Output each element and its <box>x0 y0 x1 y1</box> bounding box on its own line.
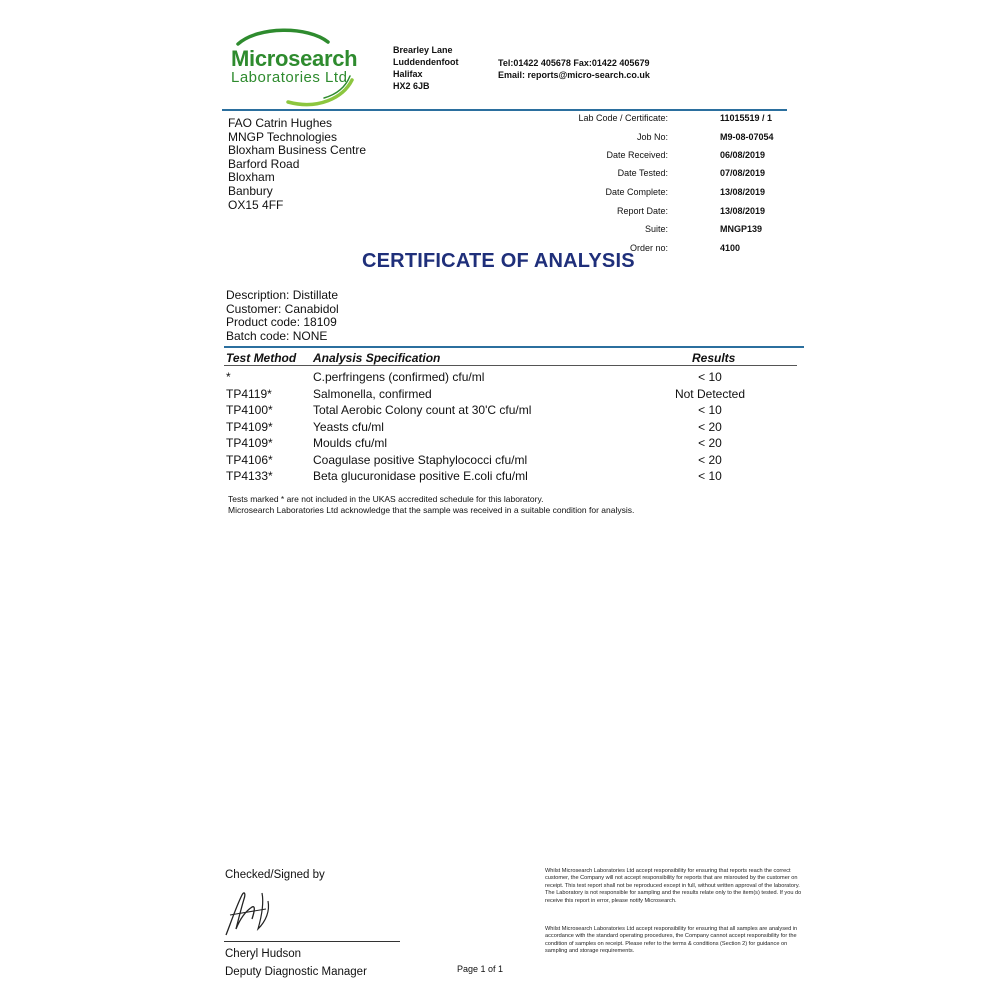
signatory <box>225 945 367 981</box>
result-value: < 20 <box>698 420 722 434</box>
disclaimer-samples: Whilst Microsearch Laboratories Ltd accept responsibility for ensuring that all samples are analysed in accordance with the standard operating procedures, the Company cannot accept responsibility for the condition of samples on receipt. Please refer to the terms & conditions (Section 2) for guidance on sampling and storage requirements. <box>545 926 798 955</box>
test-method: TP4119* <box>226 387 272 401</box>
test-method: TP4109* <box>226 436 273 450</box>
table-row <box>0 420 1000 436</box>
sample-description <box>226 289 339 343</box>
meta-row <box>560 168 800 186</box>
meta-label: Report Date: <box>616 206 668 216</box>
description-line: Description: Distillate <box>226 288 339 302</box>
table-row <box>0 387 1000 403</box>
analysis-spec: Salmonella, confirmed <box>313 387 432 401</box>
meta-value: 13/08/2019 <box>720 206 766 216</box>
email-address: Email: reports@micro-search.co.uk <box>498 70 650 80</box>
header-analysis-spec: Analysis Specification <box>313 351 441 365</box>
recipient-line: Barford Road <box>228 156 300 171</box>
result-value: < 10 <box>698 403 722 417</box>
analysis-spec: Beta glucuronidase positive E.coli cfu/ml <box>313 469 528 483</box>
meta-value: 07/08/2019 <box>720 168 766 178</box>
document-title: CERTIFICATE OF ANALYSIS <box>362 250 635 272</box>
page-number: Page 1 of 1 <box>457 964 504 974</box>
analysis-spec: Total Aerobic Colony count at 30'C cfu/ml <box>313 403 532 417</box>
meta-row <box>560 113 800 131</box>
meta-value: 11015519 / 1 <box>720 113 773 123</box>
disclaimer-reports: Whilst Microsearch Laboratories Ltd accept responsibility for ensuring that reports reach the correct customer, the Company will not accept responsibility for reports that are misrouted by the customer on receipt. This test report shall not be reproduced except in full, without written approval of the laboratory. The Laboratory is not responsible for sampling and the results relate only to the item(s) tested. If you do receive this report in error, please notify Microsearch. <box>545 868 802 904</box>
tel-fax: Tel:01422 405678 Fax:01422 405679 <box>498 58 650 68</box>
result-value: < 20 <box>698 453 722 467</box>
table-row <box>0 370 1000 386</box>
recipient-line: Banbury <box>228 183 273 198</box>
meta-label: Suite: <box>644 224 668 234</box>
address-line: Brearley Lane <box>393 45 453 55</box>
company-logo <box>228 28 368 108</box>
analysis-spec: Coagulase positive Staphylococci cfu/ml <box>313 453 528 467</box>
test-method: TP4100* <box>226 403 273 417</box>
result-value: < 20 <box>698 436 722 450</box>
analysis-spec: C.perfringens (confirmed) cfu/ml <box>313 370 485 384</box>
signatory-name: Cheryl Hudson <box>225 948 302 960</box>
table-top-divider <box>224 346 804 348</box>
footnote: Microsearch Laboratories Ltd acknowledge that the sample was received in a suitable condition for analysis. <box>228 505 635 515</box>
meta-row <box>560 206 800 224</box>
signature-line <box>224 941 400 942</box>
meta-label: Date Received: <box>606 150 668 160</box>
lab-contact <box>498 57 650 81</box>
recipient-address <box>228 117 366 212</box>
table-header-divider <box>224 365 797 366</box>
description-line: Batch code: NONE <box>226 328 328 343</box>
meta-row <box>560 150 800 168</box>
logo-subtitle: Laboratories Ltd <box>231 69 348 86</box>
logo-name: Microsearch <box>231 46 358 71</box>
result-value: < 10 <box>698 469 722 483</box>
test-method: TP4133* <box>226 469 273 483</box>
recipient-line: FAO Catrin Hughes <box>228 116 333 130</box>
test-method: * <box>226 370 231 384</box>
header-test-method: Test Method <box>226 351 297 365</box>
analysis-spec: Moulds cfu/ml <box>313 436 388 450</box>
meta-value: M9-08-07054 <box>720 132 774 142</box>
result-value: Not Detected <box>674 387 746 401</box>
lab-address <box>393 44 458 92</box>
meta-value: 4100 <box>720 243 741 253</box>
header-divider <box>222 109 787 111</box>
result-value: < 10 <box>698 370 722 384</box>
header-results: Results <box>692 351 736 365</box>
address-line: Halifax <box>393 69 423 79</box>
table-row <box>0 403 1000 419</box>
meta-value: 06/08/2019 <box>720 150 766 160</box>
address-line: HX2 6JB <box>393 81 430 91</box>
table-row <box>0 453 1000 469</box>
meta-row <box>560 187 800 205</box>
meta-label: Job No: <box>636 132 668 142</box>
recipient-line: OX15 4FF <box>228 197 284 212</box>
signatory-role: Deputy Diagnostic Manager <box>225 966 367 978</box>
test-method: TP4109* <box>226 420 273 434</box>
description-line: Product code: 18109 <box>226 315 337 330</box>
footnotes <box>228 494 634 516</box>
meta-value: 13/08/2019 <box>720 187 766 197</box>
footnote: Tests marked * are not included in the UKAS accredited schedule for this laboratory. <box>228 494 544 504</box>
meta-value: MNGP139 <box>720 224 763 234</box>
recipient-line: MNGP Technologies <box>228 129 337 144</box>
meta-label: Date Tested: <box>617 168 668 178</box>
description-line: Customer: Canabidol <box>226 301 339 316</box>
checked-signed-label: Checked/Signed by <box>225 869 325 881</box>
address-line: Luddendenfoot <box>393 57 459 67</box>
analysis-spec: Yeasts cfu/ml <box>313 420 384 434</box>
meta-row <box>560 224 800 242</box>
handwritten-signature-icon <box>222 885 292 940</box>
table-row <box>0 469 1000 485</box>
recipient-line: Bloxham Business Centre <box>228 143 367 158</box>
meta-row <box>560 132 800 150</box>
recipient-line: Bloxham <box>228 170 275 185</box>
meta-label: Lab Code / Certificate: <box>578 113 668 123</box>
meta-label: Date Complete: <box>605 187 668 197</box>
table-row <box>0 436 1000 452</box>
test-method: TP4106* <box>226 453 273 467</box>
meta-label: Order no: <box>629 243 668 253</box>
